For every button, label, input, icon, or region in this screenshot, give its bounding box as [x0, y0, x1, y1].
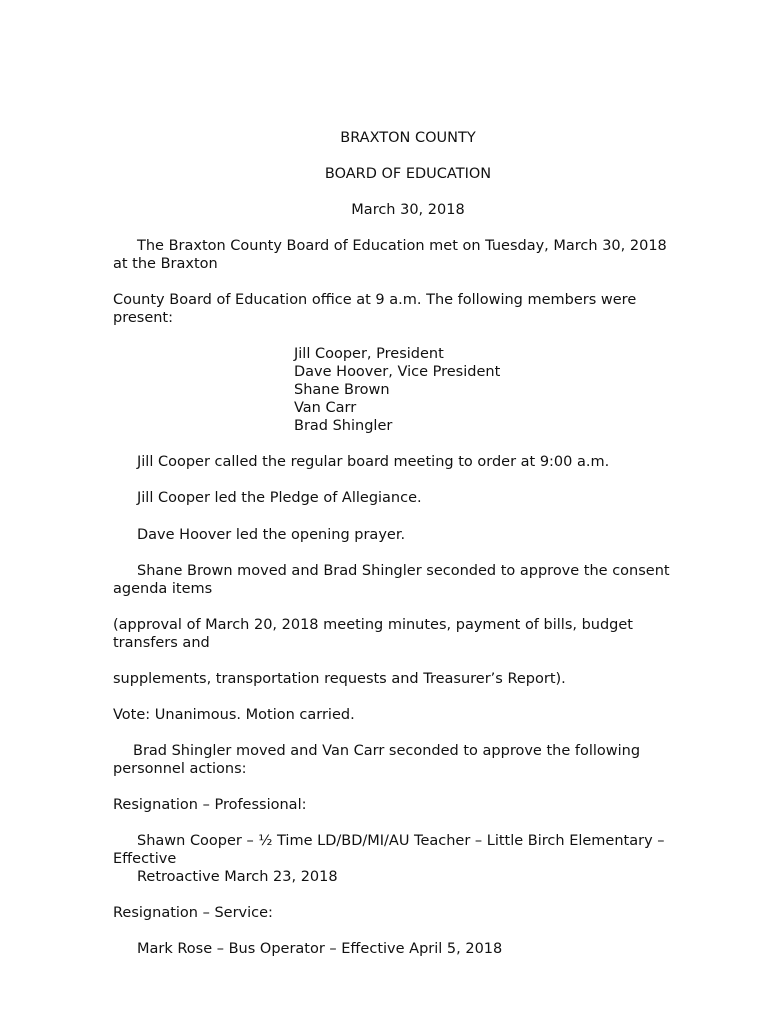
board-heading: BOARD OF EDUCATION	[324, 166, 492, 182]
resignation-professional-heading: Resignation – Professional:	[113, 797, 307, 813]
personnel-line-1: Brad Shingler moved and Van Carr seconded to approve the following	[133, 743, 641, 759]
service-item-line-1: Mark Rose – Bus Operator – Effective April 5, 2018	[137, 941, 503, 957]
prayer: Dave Hoover led the opening prayer.	[137, 527, 406, 543]
consent-line-1: Shane Brown moved and Brad Shingler seconded to approve the consent	[137, 563, 670, 579]
member-item: Van Carr	[294, 400, 357, 416]
pledge: Jill Cooper led the Pledge of Allegiance.	[137, 490, 422, 506]
member-item: Jill Cooper, President	[294, 346, 444, 362]
consent-line-3: (approval of March 20, 2018 meeting minutes, payment of bills, budget	[113, 617, 633, 633]
professional-item-line-2: Effective	[113, 851, 177, 867]
professional-item-line-1: Shawn Cooper – ½ Time LD/BD/MI/AU Teacher – Little Birch Elementary –	[137, 833, 665, 849]
intro-line-4: present:	[113, 310, 174, 326]
call-to-order: Jill Cooper called the regular board meeting to order at 9:00 a.m.	[137, 454, 610, 470]
consent-line-4: transfers and	[113, 635, 210, 651]
intro-line-1: The Braxton County Board of Education met on Tuesday, March 30, 2018	[137, 238, 667, 254]
intro-line-3: County Board of Education office at 9 a.m. The following members were	[113, 292, 637, 308]
member-item: Shane Brown	[294, 382, 390, 398]
resignation-service-heading: Resignation – Service:	[113, 905, 273, 921]
vote-result: Vote: Unanimous. Motion carried.	[113, 707, 355, 723]
meeting-date: March 30, 2018	[351, 202, 465, 218]
professional-item-line-3: Retroactive March 23, 2018	[137, 869, 338, 885]
personnel-line-2: personnel actions:	[113, 761, 247, 777]
intro-line-2: at the Braxton	[113, 256, 218, 272]
member-item: Dave Hoover, Vice President	[294, 364, 501, 380]
member-item: Brad Shingler	[294, 418, 393, 434]
county-heading: BRAXTON COUNTY	[340, 130, 476, 146]
members-present-list	[294, 345, 500, 435]
consent-line-2: agenda items	[113, 581, 213, 597]
consent-line-5: supplements, transportation requests and Treasurer’s Report).	[113, 671, 566, 687]
